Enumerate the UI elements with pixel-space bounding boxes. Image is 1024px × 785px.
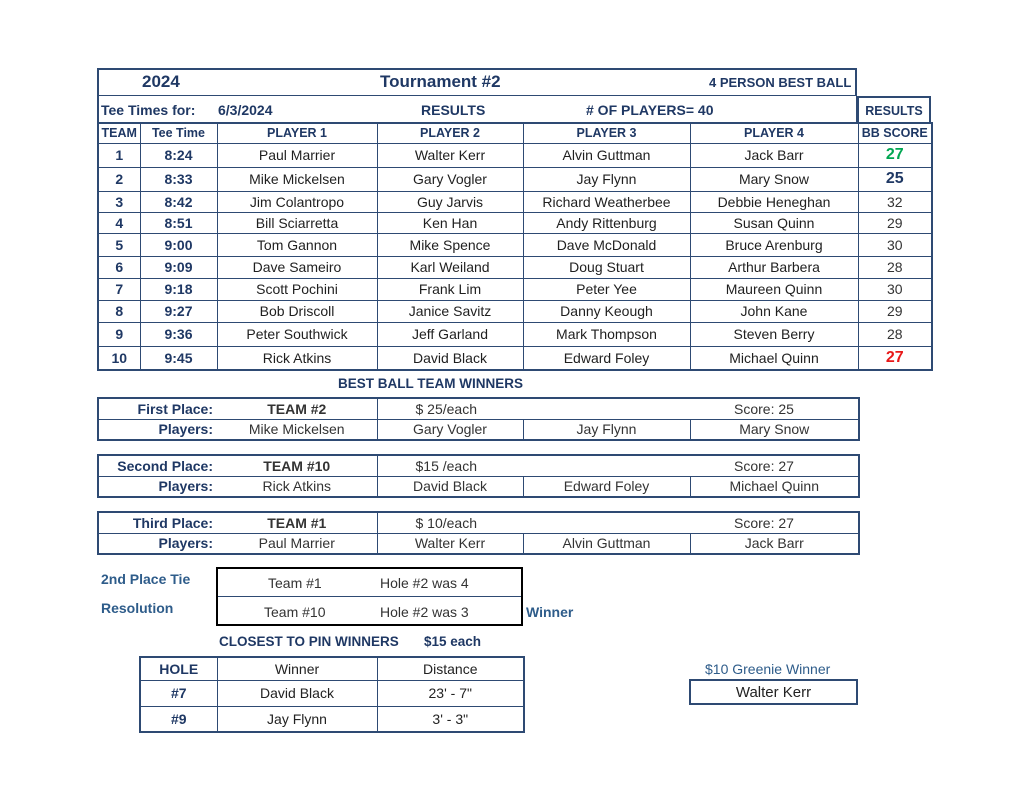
player-3: Andy Rittenburg: [523, 212, 690, 233]
bb-score: 30: [858, 233, 932, 256]
ctp-row: [140, 706, 524, 732]
tie-winner-label: Winner: [526, 604, 574, 620]
greenie-winner: Walter Kerr: [735, 684, 812, 701]
winner-player: Mike Mickelsen: [217, 419, 377, 440]
player-2: Jeff Garland: [377, 322, 523, 346]
closest-to-pin-table: [139, 656, 525, 733]
ctp-prize: $15 each: [424, 634, 482, 649]
players-label: Players:: [98, 419, 217, 440]
winner-player: Mary Snow: [690, 419, 859, 440]
bb-score: 32: [858, 191, 932, 212]
prize-amount: $ 10/each: [377, 512, 523, 533]
tee-time: 9:00: [140, 233, 217, 256]
tee-times-label: Tee Times for:: [101, 102, 196, 118]
results-right-box: [857, 96, 931, 122]
bb-score: 29: [858, 212, 932, 233]
player-2: David Black: [377, 346, 523, 370]
player-4: Michael Quinn: [690, 346, 858, 370]
winner-player: Gary Vogler: [377, 419, 523, 440]
player-4: Jack Barr: [690, 143, 858, 167]
player-4: John Kane: [690, 300, 858, 322]
winner-player: Paul Marrier: [217, 533, 377, 554]
ctp-header-row: [140, 657, 524, 680]
winner-block: [97, 511, 860, 555]
player-1: Bob Driscoll: [217, 300, 377, 322]
player-3: Richard Weatherbee: [523, 191, 690, 212]
col-player-1: PLAYER 1: [217, 123, 377, 143]
winner-score: Score: 27: [690, 455, 859, 476]
winner-player: Walter Kerr: [377, 533, 523, 554]
team-row: [98, 233, 932, 256]
winner-score: Score: 25: [690, 398, 859, 419]
player-4: Arthur Barbera: [690, 256, 858, 278]
player-4: Mary Snow: [690, 167, 858, 191]
table-header-row: [98, 123, 932, 143]
player-2: Guy Jarvis: [377, 191, 523, 212]
bb-score: 29: [858, 300, 932, 322]
ctp-col-winner: Winner: [217, 657, 377, 680]
spacer: [523, 455, 690, 476]
team-row: [98, 167, 932, 191]
ctp-distance: 3' - 3": [377, 706, 524, 732]
results-label: RESULTS: [421, 102, 486, 118]
team-row: [98, 143, 932, 167]
bb-score: 30: [858, 278, 932, 300]
players-label: Players:: [98, 476, 217, 497]
team-number: 5: [98, 233, 140, 256]
tee-time: 9:36: [140, 322, 217, 346]
player-2: Ken Han: [377, 212, 523, 233]
tee-time: 8:24: [140, 143, 217, 167]
team-number: 8: [98, 300, 140, 322]
prize-amount: $ 25/each: [377, 398, 523, 419]
results-right-label: RESULTS: [865, 104, 923, 118]
players-count: # OF PLAYERS= 40: [586, 102, 714, 118]
tee-time: 8:42: [140, 191, 217, 212]
team-number: 3: [98, 191, 140, 212]
winner-player: Alvin Guttman: [523, 533, 690, 554]
player-4: Bruce Arenburg: [690, 233, 858, 256]
tee-times-table: [97, 122, 933, 371]
col-tee-time: Tee Time: [140, 123, 217, 143]
player-1: Tom Gannon: [217, 233, 377, 256]
player-3: Peter Yee: [523, 278, 690, 300]
player-1: Bill Sciarretta: [217, 212, 377, 233]
ctp-winner: Jay Flynn: [217, 706, 377, 732]
col-team: TEAM: [98, 123, 140, 143]
spacer: [523, 512, 690, 533]
winner-player: Rick Atkins: [217, 476, 377, 497]
place-label: Third Place:: [98, 512, 217, 533]
tournament-date: 6/3/2024: [218, 102, 273, 118]
tie-label: 2nd Place Tie: [101, 571, 191, 587]
player-3: Danny Keough: [523, 300, 690, 322]
player-3: Jay Flynn: [523, 167, 690, 191]
col-bb-score: BB SCORE: [858, 123, 932, 143]
team-number: 4: [98, 212, 140, 233]
player-1: Peter Southwick: [217, 322, 377, 346]
tie-row-hole: Hole #2 was 4: [380, 575, 469, 591]
team-number: 10: [98, 346, 140, 370]
winning-team: TEAM #2: [217, 398, 377, 419]
tie-row-team: Team #10: [264, 604, 326, 620]
tee-time: 9:45: [140, 346, 217, 370]
tee-time: 8:51: [140, 212, 217, 233]
team-row: [98, 300, 932, 322]
tie-row-team: Team #1: [268, 575, 322, 591]
team-row: [98, 256, 932, 278]
bb-score: 28: [858, 322, 932, 346]
col-player-3: PLAYER 3: [523, 123, 690, 143]
ctp-distance: 23' - 7": [377, 680, 524, 706]
team-number: 6: [98, 256, 140, 278]
player-3: Mark Thompson: [523, 322, 690, 346]
player-2: Gary Vogler: [377, 167, 523, 191]
team-row: [98, 322, 932, 346]
tee-time: 9:09: [140, 256, 217, 278]
winner-player: Michael Quinn: [690, 476, 859, 497]
player-4: Susan Quinn: [690, 212, 858, 233]
team-number: 9: [98, 322, 140, 346]
col-player-2: PLAYER 2: [377, 123, 523, 143]
tee-time: 8:33: [140, 167, 217, 191]
player-2: Janice Savitz: [377, 300, 523, 322]
place-label: Second Place:: [98, 455, 217, 476]
player-1: Dave Sameiro: [217, 256, 377, 278]
winner-player: David Black: [377, 476, 523, 497]
prize-amount: $15 /each: [377, 455, 523, 476]
ctp-hole: #9: [140, 706, 217, 732]
player-4: Maureen Quinn: [690, 278, 858, 300]
format-label: 4 PERSON BEST BALL: [709, 75, 852, 90]
winning-team: TEAM #1: [217, 512, 377, 533]
bb-score: 25: [858, 167, 932, 191]
player-2: Frank Lim: [377, 278, 523, 300]
team-row: [98, 278, 932, 300]
team-row: [98, 212, 932, 233]
player-1: Mike Mickelsen: [217, 167, 377, 191]
team-row: [98, 191, 932, 212]
bb-score: 27: [858, 143, 932, 167]
player-1: Paul Marrier: [217, 143, 377, 167]
tie-row-hole: Hole #2 was 3: [380, 604, 469, 620]
winning-team: TEAM #10: [217, 455, 377, 476]
player-2: Mike Spence: [377, 233, 523, 256]
player-1: Rick Atkins: [217, 346, 377, 370]
greenie-label: $10 Greenie Winner: [705, 661, 831, 677]
bb-score: 27: [858, 346, 932, 370]
col-player-4: PLAYER 4: [690, 123, 858, 143]
player-4: Steven Berry: [690, 322, 858, 346]
winner-block: [97, 397, 860, 441]
players-label: Players:: [98, 533, 217, 554]
player-3: Doug Stuart: [523, 256, 690, 278]
year-label: 2024: [142, 72, 180, 91]
team-number: 2: [98, 167, 140, 191]
tournament-title: Tournament #2: [380, 72, 501, 91]
player-3: Alvin Guttman: [523, 143, 690, 167]
ctp-title: CLOSEST TO PIN WINNERS: [219, 634, 399, 649]
greenie-box: [689, 679, 858, 705]
player-2: Walter Kerr: [377, 143, 523, 167]
tee-time: 9:27: [140, 300, 217, 322]
tie-box: [216, 567, 523, 626]
winner-player: Edward Foley: [523, 476, 690, 497]
player-3: Dave McDonald: [523, 233, 690, 256]
winner-score: Score: 27: [690, 512, 859, 533]
resolution-label: Resolution: [101, 600, 174, 616]
tee-time: 9:18: [140, 278, 217, 300]
winner-player: Jack Barr: [690, 533, 859, 554]
place-label: First Place:: [98, 398, 217, 419]
team-row: [98, 346, 932, 370]
winner-block: [97, 454, 860, 498]
ctp-col-distance: Distance: [377, 657, 524, 680]
ctp-winner: David Black: [217, 680, 377, 706]
tie-divider: [218, 596, 521, 597]
winners-title: BEST BALL TEAM WINNERS: [338, 376, 523, 391]
player-4: Debbie Heneghan: [690, 191, 858, 212]
winner-player: Jay Flynn: [523, 419, 690, 440]
player-1: Scott Pochini: [217, 278, 377, 300]
bb-score: 28: [858, 256, 932, 278]
team-number: 7: [98, 278, 140, 300]
player-1: Jim Colantropo: [217, 191, 377, 212]
player-3: Edward Foley: [523, 346, 690, 370]
ctp-col-hole: HOLE: [140, 657, 217, 680]
player-2: Karl Weiland: [377, 256, 523, 278]
ctp-row: [140, 680, 524, 706]
spacer: [523, 398, 690, 419]
team-number: 1: [98, 143, 140, 167]
ctp-hole: #7: [140, 680, 217, 706]
